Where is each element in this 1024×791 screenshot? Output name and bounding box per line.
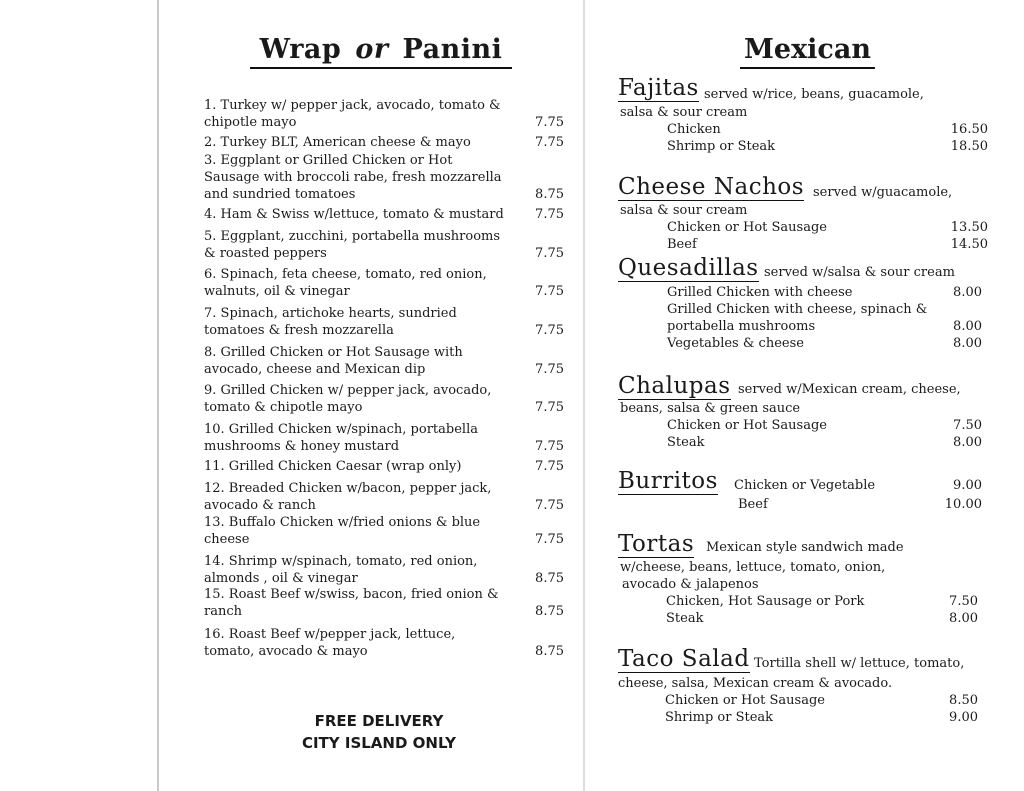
menu-item-description: 5. Eggplant, zucchini, portabella mushrooms & roasted peppers [204,229,501,261]
menu-item-price: 7.75 [535,246,564,261]
chalupas-item-price: 7.50 [953,418,982,433]
wrap-panini-item [204,626,564,660]
burritos-item-price: 10.00 [944,497,982,512]
chalupas-title: Chalupas [618,373,731,399]
wrap-panini-item [204,134,564,151]
wrap-panini-item [204,305,564,339]
menu-item-description: 8. Grilled Chicken or Hot Sausage with avocado, cheese and Mexican dip [204,345,463,377]
wrap-panini-item [204,266,564,300]
menu-item-description: 10. Grilled Chicken w/spinach, portabella mushrooms & honey mustard [204,422,478,454]
menu-item-price: 7.75 [535,135,564,150]
delivery-notice [266,710,492,754]
taco-salad-item-label: Shrimp or Steak [665,710,774,725]
wrap-panini-item [204,228,564,262]
quesadillas-item-label: Vegetables & cheese [667,336,804,351]
fajitas-item-price: 18.50 [950,139,988,154]
menu-item-description: 15. Roast Beef w/swiss, bacon, fried onion & ranch [204,587,499,619]
chalupas-desc-1: served w/Mexican cream, cheese, [738,382,961,397]
tortas-desc-2: w/cheese, beans, lettuce, tomato, onion, [620,560,886,575]
menu-item-description: 9. Grilled Chicken w/ pepper jack, avocado, tomato & chipotle mayo [204,383,492,415]
page-edge-left [157,0,159,791]
burritos-title: Burritos [618,468,718,494]
menu-item-price: 7.75 [535,400,564,415]
menu-item-description: 7. Spinach, artichoke hearts, sundried tomatoes & fresh mozzarella [204,306,457,338]
quesadillas-item-price: 8.00 [953,319,982,334]
menu-item-description: 2. Turkey BLT, American cheese & mayo [204,135,471,150]
burritos-item-label: Beef [738,497,768,512]
quesadillas-item-label: Grilled Chicken with cheese [667,285,853,300]
burritos-item-price: 9.00 [953,478,982,493]
tortas-item-label: Steak [666,611,704,626]
fajitas-desc-2: salsa & sour cream [620,105,748,120]
chalupas-desc-2: beans, salsa & green sauce [620,401,801,416]
menu-item-description: 16. Roast Beef w/pepper jack, lettuce, tomato, avocado & mayo [204,627,456,659]
quesadillas-item-label: Grilled Chicken with cheese, spinach & [667,302,928,317]
taco-salad-desc-1: Tortilla shell w/ lettuce, tomato, [754,656,965,671]
wrap-panini-item [204,480,564,514]
title-panini: Panini [402,34,503,65]
menu-item-price: 8.75 [535,644,564,659]
wrap-panini-item [204,586,564,620]
menu-item-description: 4. Ham & Swiss w/lettuce, tomato & mustard [204,207,504,222]
taco-salad-desc-2: cheese, salsa, Mexican cream & avocado. [618,676,893,691]
mexican-title: Mexican [740,34,875,69]
menu-item-description: 3. Eggplant or Grilled Chicken or Hot Sausage with broccoli rabe, fresh mozzarella and sundried tomatoes [204,153,502,202]
menu-item-description: 1. Turkey w/ pepper jack, avocado, tomato & chipotle mayo [204,98,501,130]
tortas-item-price: 8.00 [949,611,978,626]
title-or: or [355,34,389,65]
menu-item-price: 7.75 [535,115,564,130]
nachos-item-label: Beef [667,237,697,252]
chalupas-item-label: Chicken or Hot Sausage [667,418,827,433]
wrap-panini-item [204,458,564,475]
nachos-item-price: 13.50 [950,220,988,235]
menu-item-price: 7.75 [535,362,564,377]
chalupas-item-price: 8.00 [953,435,982,450]
fajitas-item-label: Chicken [667,122,721,137]
menu-item-price: 7.75 [535,532,564,547]
menu-item-price: 7.75 [535,498,564,513]
tortas-desc-3: avocado & jalapenos [622,577,759,592]
delivery-line-2: CITY ISLAND ONLY [301,734,457,752]
menu-item-price: 7.75 [535,207,564,222]
wrap-panini-item [204,97,564,131]
burritos-item-label: Chicken or Vegetable [734,478,876,493]
wrap-panini-item [204,514,564,548]
menu-item-price: 8.75 [535,187,564,202]
tortas-item-price: 7.50 [949,594,978,609]
wrap-panini-item [204,553,564,587]
menu-item-description: 12. Breaded Chicken w/bacon, pepper jack, avocado & ranch [204,481,492,513]
nachos-title: Cheese Nachos [618,174,805,200]
quesadillas-title: Quesadillas [618,255,759,281]
nachos-desc-2: salsa & sour cream [620,203,748,218]
page-fold [583,0,585,791]
menu-item-price: 7.75 [535,323,564,338]
delivery-line-1: FREE DELIVERY [314,712,444,730]
taco-salad-item-price: 8.50 [949,693,978,708]
fajitas-title: Fajitas [618,75,699,101]
fajitas-desc-1: served w/rice, beans, guacamole, [704,87,924,102]
wrap-panini-title [250,34,512,69]
nachos-desc-1: served w/guacamole, [813,185,953,200]
wrap-panini-item [204,421,564,455]
tortas-item-label: Chicken, Hot Sausage or Pork [666,594,865,609]
menu-item-description: 14. Shrimp w/spinach, tomato, red onion, almonds , oil & vinegar [204,554,478,586]
menu-item-price: 7.75 [535,459,564,474]
wrap-panini-item [204,382,564,416]
tortas-desc-1: Mexican style sandwich made [706,540,904,555]
nachos-item-price: 14.50 [950,237,988,252]
menu-item-description: 6. Spinach, feta cheese, tomato, red onion, walnuts, oil & vinegar [204,267,487,299]
taco-salad-title: Taco Salad [618,646,750,672]
quesadillas-item-price: 8.00 [953,336,982,351]
quesadillas-item-label: portabella mushrooms [667,319,816,334]
quesadillas-desc-1: served w/salsa & sour cream [764,265,955,280]
nachos-item-label: Chicken or Hot Sausage [667,220,827,235]
title-wrap: Wrap [259,34,342,65]
chalupas-item-label: Steak [667,435,705,450]
taco-salad-item-label: Chicken or Hot Sausage [665,693,825,708]
quesadillas-item-price: 8.00 [953,285,982,300]
taco-salad-item-price: 9.00 [949,710,978,725]
fajitas-item-label: Shrimp or Steak [667,139,776,154]
fajitas-item-price: 16.50 [950,122,988,137]
menu-item-price: 8.75 [535,604,564,619]
tortas-title: Tortas [618,531,695,557]
menu-item-description: 13. Buffalo Chicken w/fried onions & blue cheese [204,515,481,547]
menu-item-price: 7.75 [535,284,564,299]
wrap-panini-item [204,152,564,203]
menu-item-description: 11. Grilled Chicken Caesar (wrap only) [204,459,462,474]
menu-item-price: 8.75 [535,571,564,586]
menu-item-price: 7.75 [535,439,564,454]
wrap-panini-item [204,344,564,378]
wrap-panini-item [204,206,564,223]
